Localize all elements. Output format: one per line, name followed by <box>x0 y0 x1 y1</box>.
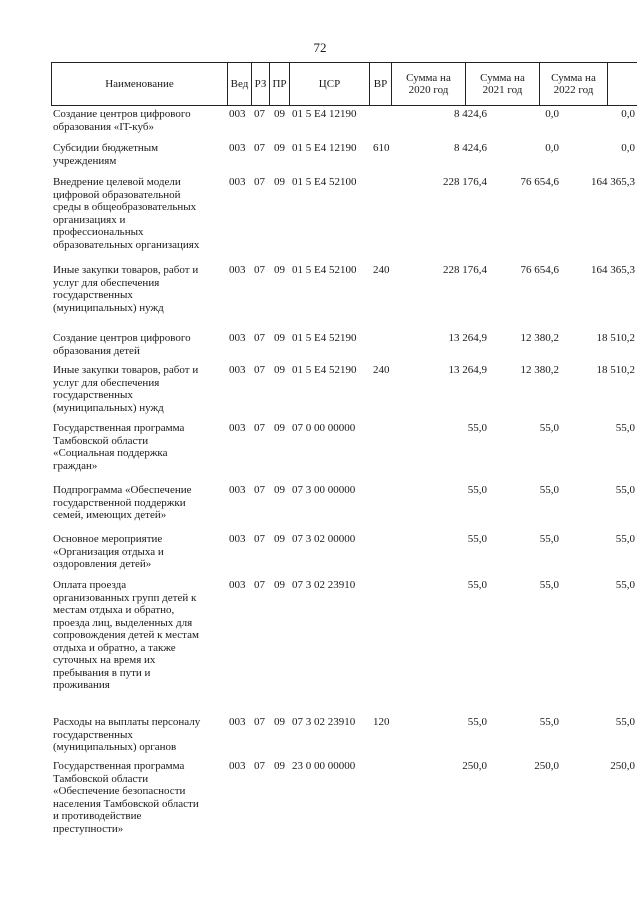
cell-s2022: 164 365,3 <box>591 176 635 188</box>
cell-name: Иные закупки товаров, работ и услуг для обеспечения государственных (муниципальных) нужд <box>53 364 199 414</box>
cell-vr: 610 <box>373 142 390 154</box>
cell-name: Внедрение целевой модели цифровой образовательной среды в общеобразовательных организациях и профессиональных образовательных организациях <box>53 176 200 251</box>
cell-s2021: 55,0 <box>539 579 559 591</box>
cell-s2022: 55,0 <box>615 484 635 496</box>
cell-pr: 09 <box>274 264 285 276</box>
cell-csr: 07 3 02 23910 <box>292 716 356 728</box>
cell-s2021: 0,0 <box>545 142 559 154</box>
cell-s2022: 0,0 <box>621 142 635 154</box>
cell-rz: 07 <box>254 108 265 120</box>
cell-s2021: 250,0 <box>534 760 559 772</box>
page-number: 72 <box>313 40 327 55</box>
cell-ved: 003 <box>229 579 246 591</box>
header-pr: ПР <box>270 63 290 105</box>
cell-s2022: 55,0 <box>615 533 635 545</box>
cell-name: Подпрограмма «Обеспечение государственной поддержки семей, имеющих детей» <box>53 484 192 521</box>
cell-s2020: 55,0 <box>467 716 487 728</box>
cell-ved: 003 <box>229 533 246 545</box>
cell-s2022: 18 510,2 <box>596 364 635 376</box>
cell-csr: 07 3 00 00000 <box>292 484 356 496</box>
cell-rz: 07 <box>254 364 265 376</box>
cell-ved: 003 <box>229 760 246 772</box>
cell-pr: 09 <box>274 364 285 376</box>
cell-rz: 07 <box>254 716 265 728</box>
cell-rz: 07 <box>254 579 265 591</box>
cell-pr: 09 <box>274 533 285 545</box>
cell-s2020: 8 424,6 <box>454 142 487 154</box>
cell-ved: 003 <box>229 264 246 276</box>
cell-s2020: 13 264,9 <box>448 332 487 344</box>
cell-name: Субсидии бюджетным учреждениям <box>53 142 159 167</box>
cell-pr: 09 <box>274 422 285 434</box>
cell-s2021: 76 654,6 <box>520 176 559 188</box>
cell-csr: 01 5 E4 12190 <box>292 108 357 120</box>
cell-s2022: 164 365,3 <box>591 264 635 276</box>
cell-ved: 003 <box>229 364 246 376</box>
cell-csr: 01 5 E4 12190 <box>292 142 357 154</box>
cell-s2021: 55,0 <box>539 533 559 545</box>
cell-s2021: 55,0 <box>539 422 559 434</box>
cell-ved: 003 <box>229 176 246 188</box>
cell-name: Создание центров цифрового образования детей <box>53 332 191 357</box>
cell-rz: 07 <box>254 264 265 276</box>
cell-ved: 003 <box>229 332 246 344</box>
cell-csr: 23 0 00 00000 <box>292 760 356 772</box>
cell-rz: 07 <box>254 142 265 154</box>
header-rz: РЗ <box>252 63 270 105</box>
cell-s2020: 13 264,9 <box>448 364 487 376</box>
cell-name: Оплата проезда организованных групп детей к местам отдыха и обратно, проезда лиц, выделенных для сопровождения детей к местам отдыха и обратно, а также суточных на время их пребывания в пути и проживания <box>53 579 199 691</box>
cell-pr: 09 <box>274 142 285 154</box>
cell-s2020: 8 424,6 <box>454 108 487 120</box>
cell-s2022: 55,0 <box>615 716 635 728</box>
cell-vr: 240 <box>373 364 390 376</box>
cell-s2022: 0,0 <box>621 108 635 120</box>
cell-csr: 01 5 E4 52190 <box>292 332 357 344</box>
cell-s2022: 250,0 <box>610 760 635 772</box>
cell-rz: 07 <box>254 484 265 496</box>
cell-s2020: 228 176,4 <box>443 264 487 276</box>
cell-pr: 09 <box>274 176 285 188</box>
cell-name: Расходы на выплаты персоналу государственных (муниципальных) органов <box>53 716 201 753</box>
header-sum-2022: Сумма на 2022 год <box>540 63 608 105</box>
cell-csr: 01 5 E4 52100 <box>292 264 357 276</box>
cell-pr: 09 <box>274 484 285 496</box>
cell-name: Государственная программа Тамбовской области «Обеспечение безопасности населения Тамбовской области и противодействие преступности» <box>53 760 199 835</box>
header-csr: ЦСР <box>290 63 370 105</box>
header-name: Наименование <box>52 63 228 105</box>
cell-csr: 01 5 E4 52100 <box>292 176 357 188</box>
cell-rz: 07 <box>254 422 265 434</box>
cell-csr: 07 3 02 23910 <box>292 579 356 591</box>
cell-ved: 003 <box>229 484 246 496</box>
cell-csr: 01 5 E4 52190 <box>292 364 357 376</box>
cell-s2021: 0,0 <box>545 108 559 120</box>
cell-s2020: 55,0 <box>467 422 487 434</box>
cell-name: Создание центров цифрового образования «IT-куб» <box>53 108 191 133</box>
cell-rz: 07 <box>254 332 265 344</box>
cell-s2020: 55,0 <box>467 579 487 591</box>
header-vr: ВР <box>370 63 392 105</box>
cell-vr: 240 <box>373 264 390 276</box>
cell-s2022: 55,0 <box>615 579 635 591</box>
cell-name: Иные закупки товаров, работ и услуг для обеспечения государственных (муниципальных) нужд <box>53 264 199 314</box>
cell-vr: 120 <box>373 716 390 728</box>
cell-s2021: 12 380,2 <box>520 364 559 376</box>
cell-s2022: 55,0 <box>615 422 635 434</box>
cell-pr: 09 <box>274 108 285 120</box>
cell-s2022: 18 510,2 <box>596 332 635 344</box>
cell-rz: 07 <box>254 533 265 545</box>
cell-ved: 003 <box>229 142 246 154</box>
cell-s2021: 55,0 <box>539 484 559 496</box>
cell-ved: 003 <box>229 422 246 434</box>
cell-s2020: 250,0 <box>462 760 487 772</box>
budget-table <box>51 62 637 835</box>
cell-ved: 003 <box>229 108 246 120</box>
table-header <box>51 62 637 106</box>
cell-s2021: 76 654,6 <box>520 264 559 276</box>
cell-name: Основное мероприятие «Организация отдыха и оздоровления детей» <box>53 533 164 570</box>
cell-pr: 09 <box>274 760 285 772</box>
cell-pr: 09 <box>274 579 285 591</box>
header-sum-2021: Сумма на 2021 год <box>466 63 540 105</box>
cell-ved: 003 <box>229 716 246 728</box>
cell-rz: 07 <box>254 176 265 188</box>
cell-csr: 07 0 00 00000 <box>292 422 356 434</box>
cell-s2020: 55,0 <box>467 484 487 496</box>
cell-name: Государственная программа Тамбовской области «Социальная поддержка граждан» <box>53 422 185 472</box>
cell-csr: 07 3 02 00000 <box>292 533 356 545</box>
cell-s2020: 55,0 <box>467 533 487 545</box>
cell-pr: 09 <box>274 332 285 344</box>
cell-s2021: 55,0 <box>539 716 559 728</box>
cell-pr: 09 <box>274 716 285 728</box>
cell-rz: 07 <box>254 760 265 772</box>
header-ved: Вед <box>228 63 252 105</box>
header-sum-2020: Сумма на 2020 год <box>392 63 466 105</box>
cell-s2020: 228 176,4 <box>443 176 487 188</box>
cell-s2021: 12 380,2 <box>520 332 559 344</box>
